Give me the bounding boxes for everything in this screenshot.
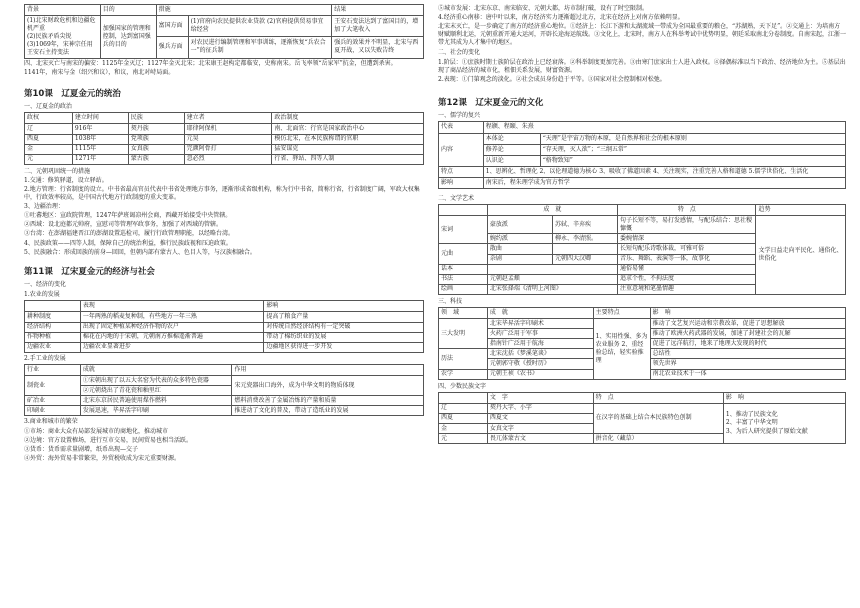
table-row: 修养论 “存天理，灭人欲”；“三纲五常” (439, 144, 846, 155)
yuan-measures-list (24, 177, 424, 257)
section-heading: 三、科技 (438, 297, 463, 305)
table-row: 三大发明 北宋毕昇活字印刷术 1、实用性强、多为农业服务 2、重经验总结，轻实验推理 推动了文艺复兴运动和宗教改革，促进了思想解放 (439, 319, 846, 329)
table-row: 杂剧 元朝四大汉卿 音乐、舞蹈、表演等一体，故事化 (439, 254, 846, 264)
list-item: ②西域：设北庭都元帅府，宣慰司等管理军政事务，加强了对西域的管辖。 (24, 221, 223, 229)
col-header: 特 点 (618, 205, 756, 216)
paragraph: 北宋末灭亡，是一步确定了南方的经济重心地位。①经济上：长江下游和太湖流域一带成为全国最重要的粮仓，“苏湖熟，天下足”。②交通上：为培南方财赋顺利北运，元朝重新开通大运河，开辟长途海运航线。③文化上，北宋时，南方人在科举考试中优势明显，朝廷采取南北分卷制度。自南宋起，江浙一带尤其成为人才集中的地区。 (438, 23, 847, 47)
table-row: 元朝郭守敬《授时历》 领先世界 (439, 359, 846, 369)
list-item: 3、边疆治理： (24, 203, 64, 211)
paragraph: 4.经济重心南移：唐中叶以来，南方经济实力逐渐超过北方，北宋在经济上对南方依赖明显。 (438, 14, 684, 22)
section-heading: 一、经济的变化 (24, 281, 67, 289)
col-header: 行业 (25, 364, 81, 375)
table-row: 辽 916年 契丹族 耶律阿保机 南、北面官：行官是国家政治中心 (25, 124, 424, 134)
col-header: 领 域 (439, 308, 488, 319)
measure-type: 强兵方面 (156, 37, 188, 58)
table-row: 元曲 散曲 长短句配乐诗歌体裁，可雅可俗 (439, 244, 846, 254)
paragraph: 2.表现：①门第观念的淡化。②社会成员身份趋于平等。③国家对社会控制相对松弛。 (438, 75, 666, 83)
table-row: 特点 1、思辨化、哲理化 2、以伦理道德为核心 3、吸收了佛道因素 4、关注现实，注重完善人格和道德 5.儒学世俗化、生活化 (439, 166, 846, 177)
col-header: 政治制度 (272, 113, 424, 124)
table-row: 金 女真文字 (439, 424, 846, 434)
right-column (438, 4, 846, 444)
col-header (439, 392, 488, 403)
table-row: 矿冶业 北宋东京居民普遍使用煤作燃料 燃料消费改善了金属冶炼的产量和质量 (25, 396, 424, 406)
table-row: 婉约派 柳永、李清照。 委婉情深 (439, 234, 846, 244)
list-item: ③台湾：在澎湖福建晋江的澎湖设置巡检司，履行行政管理职能，以经略台湾。 (24, 230, 235, 238)
scripts-table (438, 392, 846, 444)
col-header: 表现 (80, 301, 264, 312)
col-header: 作用 (232, 364, 424, 375)
section-heading: 二、文学艺术 (438, 194, 475, 202)
section-heading: 二、社会的变化 (438, 49, 481, 57)
table-row: 影响 南宋后，程朱理学成为官方哲学 (439, 177, 846, 188)
table-row: 西夏 西夏文 (439, 413, 846, 423)
measure-text: (1)官府向农民提供农业贷款 (2)官府提供贸易事宜给经营 (188, 16, 332, 37)
literature-table (438, 204, 846, 295)
col-header: 建立时间 (72, 113, 128, 124)
col-header: 影 响 (723, 392, 845, 403)
wang-anshi-reform-table (24, 4, 424, 59)
table-row: 历法 北宋沈括《梦溪笔谈》 总结性 (439, 349, 846, 359)
table-row: 认识论 “格物致知” (439, 155, 846, 166)
table-row: 边疆农业 边疆农业显著进步 边疆地区获得进一步开发 (25, 342, 424, 352)
table-row: 内容 本体论 “天理”是宇宙万物的本原，是自然界和社会的根本原则 (439, 133, 846, 144)
subsection-heading: 2.手工业的发展 (24, 354, 66, 362)
purpose-cell: 加强国家的管理和控制，达到富国强兵的目的 (100, 16, 156, 58)
feature-cell: 1、实用性强、多为农业服务 2、重经验总结，轻实验推理 (593, 319, 650, 380)
col-header: 主要特点 (593, 308, 650, 319)
table-row: 指南针广泛用于航海 促进了远洋航行，地来了地理大发现的时代 (439, 339, 846, 349)
list-item: 2.地方管理：行省制度的设立。中书省最高官员代表中书省处理地方事务，逐渐形成省级机构，称为行中书省，简称行省，行省制度广阔，军政大权集中，行政效率较高，是中国古代地方行政制度的重大变革。 (24, 185, 420, 202)
note-text: 1141年，南宋与金（绍兴和议），和议，南北对峙局面。 (24, 68, 175, 76)
table-row: 火药广泛用于军事 推动了欧洲火药武器的发展，加速了封建社会的瓦解 (439, 329, 846, 339)
table-row: 经济结构 出现了固定种植某种经济作物的农户 对传统自然经济结构有一定突破 (25, 322, 424, 332)
col-header: 目的 (100, 5, 156, 16)
table-row: 耕种制度 一年两熟的稻麦复种制，有些地方一年三熟 提高了粮食产量 (25, 312, 424, 322)
regimes-table (24, 112, 424, 164)
col-header: 政权 (25, 113, 73, 124)
measure-type: 富国方面 (156, 16, 188, 37)
agriculture-table (24, 300, 424, 352)
list-item: 5、民族融合：形成回族的前身—回回，但朝内部有蒙古人、色目人等，与汉族相融合。 (24, 248, 256, 256)
table-row: 宋词 豪放派 苏轼、辛弃疾 句子长短不等，易打发感情，与配乐结合：思社稷慷慨 文学日益走向平民化、通俗化、世俗化 (439, 216, 846, 234)
col-header: 民族 (128, 113, 184, 124)
table-row: 作物种植 棉花在内地的于宋朝，元朝南方推棉遥渐普遍 带动了棉纺织业的发展 (25, 332, 424, 342)
col-header: 成 就 (487, 308, 593, 319)
section-heading: 一、儒学的复兴 (438, 112, 481, 120)
subsection-heading: 1.农业的发展 (24, 291, 60, 299)
col-header: 成 就 (487, 205, 617, 216)
list-item: ①市场：商业大众有局部发展城市的商地化，推动城市 (24, 427, 169, 435)
table-row: 辽 契丹大字、小字 在汉字的基础上结合本民族特色创制 1、推动了民族文化 2、丰富了中华文明 3、为后人研究提供了原始文献 (439, 403, 846, 413)
col-header: 影响 (264, 301, 424, 312)
list-item: ④外贸：海外贸易非常繁荣，外贸税收成为宋元重要财源。 (24, 454, 181, 462)
list-item: 4、民族政策——四等人制，保障自己的统治利益，推行民族歧视和压迫政策。 (24, 239, 232, 247)
effects-cell: 1、推动了民族文化 2、丰富了中华文明 3、为后人研究提供了原始文献 (723, 403, 845, 443)
section-heading: 二、元朝巩固统一的措施 (24, 167, 91, 175)
col-header: 背景 (25, 5, 101, 16)
paragraph: ⑤城市发展：北宋东京、南宋临安、元朝大都，坊市制打破，设有了时空限制。 (438, 5, 649, 12)
table-row: 绘画 北宋张择端《清明上河图》 注重意境和笔墨情趣 (439, 284, 846, 294)
col-header: 特 点 (593, 392, 723, 403)
table-row: 书法 元朝赵孟頫 追求个性，不拘法度 (439, 274, 846, 284)
col-header: 影 响 (650, 308, 845, 319)
confucianism-table (438, 121, 846, 189)
result-cell: 强兵的效果并不明显，北宋与西夏开战，又以失败告终 (332, 37, 424, 58)
col-header: 趋势 (756, 205, 846, 216)
left-column (24, 4, 424, 464)
col-header: 结果 (332, 5, 424, 16)
table-row: 西夏 1038年 党项族 元昊 模仿北宋，在本民族称谓的官职 (25, 134, 424, 144)
col-header: 措施 (156, 5, 332, 16)
table-row: 代表 程颢、程颐、朱熹 (439, 122, 846, 133)
paragraph: 1.阶层：①庶族时期士族阶层在政治上已经衰落。②科举制度更加完善。③由寒门庶家出士人进入政权。④择偶标准以当下政治、经济地位为主。⑤基层出现了商品经济的城市化，租佃关系发展，财富资源。 (438, 58, 846, 74)
section-heading: 一、辽夏金的政治 (24, 103, 73, 111)
col-header: 建立者 (184, 113, 272, 124)
trend-cell: 文学日益走向平民化、通俗化、世俗化 (756, 216, 846, 295)
lesson-title: 第12课 辽宋夏金元的文化 (438, 97, 544, 108)
science-table (438, 307, 846, 380)
list-item: ③货币：货币需求量剧增，纸币出现—交子 (24, 445, 139, 453)
list-item: ①吐蕃地区：宣政院管理，1247年萨班谒凉州会商，西藏开始接受中央管辖。 (24, 212, 232, 220)
table-row: 话本 通俗易懂 (439, 264, 846, 274)
background-cell: (1)北宋财政危机和边疆危机严重 (2)民族矛盾尖锐 (3)1069年，宋神宗任用王安石主持变法 (25, 16, 101, 58)
table-row: ②元朝烧出了青花瓷和釉里红 (25, 386, 424, 396)
col-header: 文 字 (487, 392, 593, 403)
handicraft-table (24, 364, 424, 416)
list-item: ②边境：官方设置榷场，进行互市交易，民间贸易也相当活跃。 (24, 436, 193, 444)
section-heading: 四、少数民族文字 (438, 382, 487, 390)
col-header (439, 205, 488, 216)
table-row: 制瓷业 ①宋朝出现了以五大名窑为代表的众多特色瓷器 宋元瓷器出口海外，成为中华文明的物质体现 (25, 376, 424, 386)
result-cell: 王安石变法达到了富国目的，增加了大笔收入 (332, 16, 424, 37)
feature-cell: 在汉字的基础上结合本民族特色创制 (593, 403, 723, 433)
table-row: 元 畏兀体蒙古文 拼音化（藏草） (439, 434, 846, 444)
measure-text: 对农民进行编制管理和军事训练，逐渐恢复“兵农合一”的征兵制 (188, 37, 332, 58)
col-header (25, 301, 81, 312)
table-row: 农学 元朝王祯《农书》 南北农业技术于一体 (439, 369, 846, 379)
lesson-title: 第10课 辽夏金元的统治 (24, 88, 121, 99)
table-row: 元 1271年 蒙古族 忽必烈 行省、驿站、四等人制 (25, 154, 424, 164)
col-header: 成就 (80, 364, 232, 375)
lesson-title: 第11课 辽宋夏金元的经济与社会 (24, 266, 155, 277)
list-item: 1.交通：修筑驿道，设立驿站。 (24, 176, 108, 184)
subsection-heading: 3.商业和城市的繁荣 (24, 418, 78, 426)
note-text: 四、北宋灭亡与南宋的偏安：1125年金灭辽；1127年金灭北宋；北宋康王赵构定都临安，史称南宋。岳飞率领“岳家军”抗金，但遭到杀害。 (24, 59, 397, 67)
table-row: 金 1115年 女真族 完颜阿骨打 猛安谋克 (25, 144, 424, 154)
table-row: 印刷业 发展迅速，毕昇活字印刷 推进动了文化的普及，带动了造纸业的发展 (25, 406, 424, 416)
